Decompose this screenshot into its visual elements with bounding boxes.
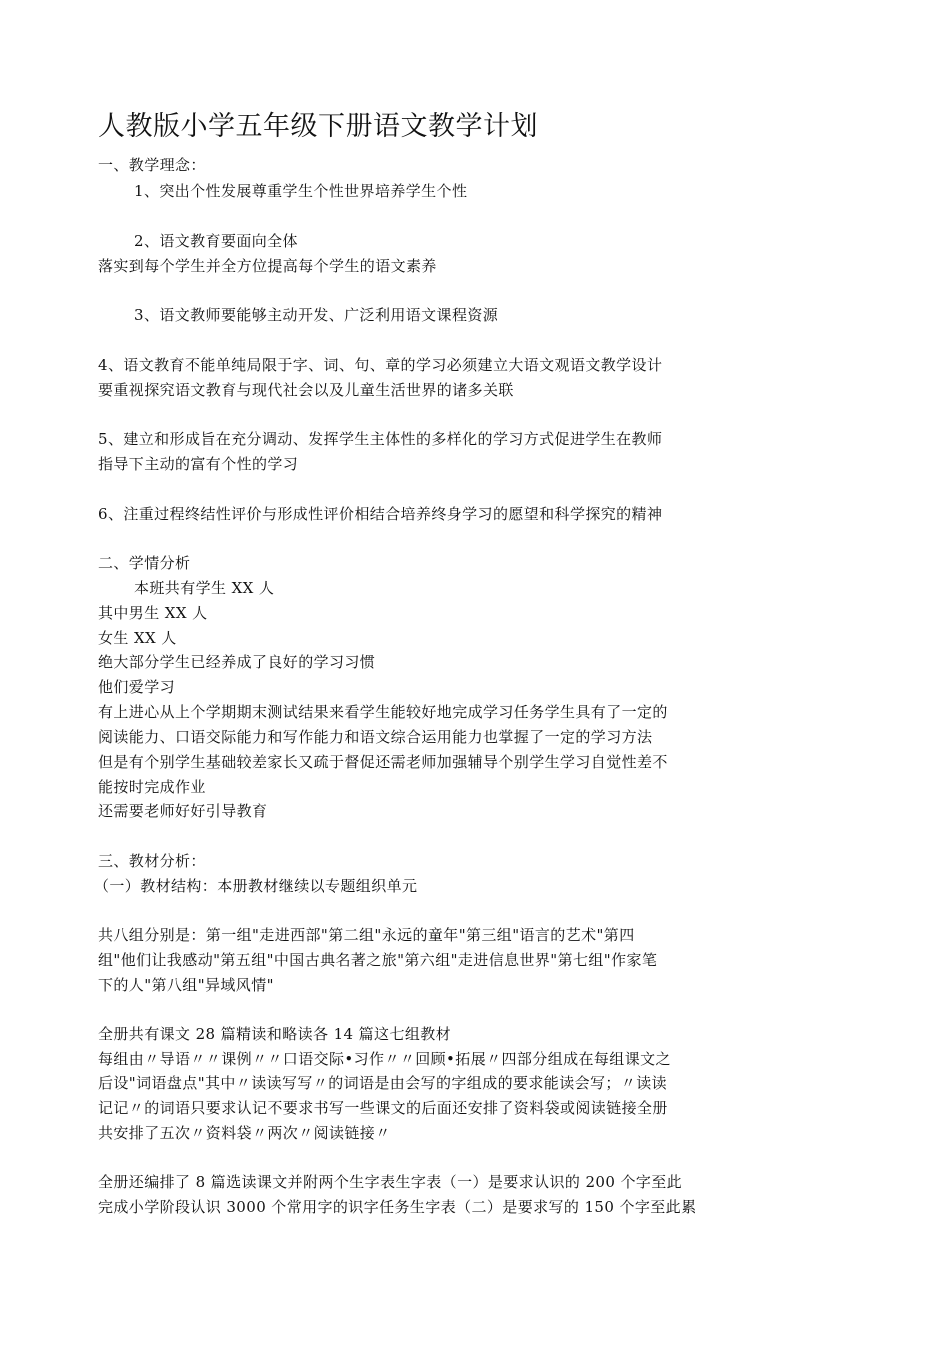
paragraph-line: 记记〃的词语只要求认记不要求书写一些课文的后面还安排了资料袋或阅读链接全册 — [98, 1099, 668, 1117]
paragraph-line: 共八组分别是：第一组"走进西部"第二组"永远的童年"第三组"语言的艺术"第四 — [98, 926, 635, 944]
paragraph-line: 3、语文教师要能够主动开发、广泛利用语文课程资源 — [134, 306, 499, 324]
paragraph-line: 5、建立和形成旨在充分调动、发挥学生主体性的多样化的学习方式促进学生在教师 — [98, 430, 663, 448]
paragraph-line: 1、突出个性发展尊重学生个性世界培养学生个性 — [134, 182, 468, 200]
paragraph-line: 6、注重过程终结性评价与形成性评价相结合培养终身学习的愿望和科学探究的精神 — [98, 505, 663, 523]
paragraph-line: 4、语文教育不能单纯局限于字、词、句、章的学习必须建立大语文观语文教学设计 — [98, 356, 663, 374]
paragraph-line: 组"他们让我感动"第五组"中国古典名著之旅"第六组"走进信息世界"第七组"作家笔 — [98, 951, 658, 969]
paragraph-line: 共安排了五次〃资料袋〃两次〃阅读链接〃 — [98, 1124, 391, 1142]
paragraph-line: 要重视探究语文教育与现代社会以及儿童生活世界的诸多关联 — [98, 381, 514, 399]
paragraph-line: 指导下主动的富有个性的学习 — [98, 455, 299, 473]
section-heading-teaching-philosophy: 一、教学理念： — [98, 156, 206, 174]
paragraph-line: 完成小学阶段认识 3000 个常用字的识字任务生字表（二）是要求写的 150 个字至此累 — [98, 1198, 697, 1216]
paragraph-line: 落实到每个学生并全方位提高每个学生的语文素养 — [98, 257, 437, 275]
paragraph-line: 还需要老师好好引导教育 — [98, 802, 268, 820]
paragraph-line: 2、语文教育要面向全体 — [134, 232, 298, 250]
paragraph-line: 绝大部分学生已经养成了良好的学习习惯 — [98, 653, 376, 671]
paragraph-line: 女生 XX 人 — [98, 629, 177, 647]
section-heading-student-analysis: 二、学情分析 — [98, 554, 191, 572]
section-heading-textbook-analysis: 三、教材分析： — [98, 852, 206, 870]
paragraph-line: 他们爱学习 — [98, 678, 176, 696]
paragraph-line: 下的人"第八组"异域风情" — [98, 976, 274, 994]
paragraph-line: 全册共有课文 28 篇精读和略读各 14 篇这七组教材 — [98, 1025, 452, 1043]
paragraph-line: 有上进心从上个学期期末测试结果来看学生能较好地完成学习任务学生具有了一定的 — [98, 703, 668, 721]
paragraph-line: 能按时完成作业 — [98, 778, 206, 796]
paragraph-line: 后设"词语盘点"其中〃读读写写〃的词语是由会写的字组成的要求能读会写；〃读读 — [98, 1074, 668, 1092]
paragraph-line: （一）教材结构：本册教材继续以专题组织单元 — [94, 877, 418, 895]
paragraph-line: 但是有个别学生基础较差家长又疏于督促还需老师加强辅导个别学生学习自觉性差不 — [98, 753, 668, 771]
paragraph-line: 本班共有学生 XX 人 — [134, 579, 275, 597]
paragraph-line: 全册还编排了 8 篇选读课文并附两个生字表生字表（一）是要求认识的 200 个字至此 — [98, 1173, 683, 1191]
paragraph-line: 每组由〃导语〃〃课例〃〃口语交际•习作〃〃回顾•拓展〃四部分组成在每组课文之 — [98, 1050, 671, 1068]
document-title: 人教版小学五年级下册语文教学计划 — [98, 111, 538, 142]
paragraph-line: 其中男生 XX 人 — [98, 604, 208, 622]
paragraph-line: 阅读能力、口语交际能力和写作能力和语文综合运用能力也掌握了一定的学习方法 — [98, 728, 653, 746]
